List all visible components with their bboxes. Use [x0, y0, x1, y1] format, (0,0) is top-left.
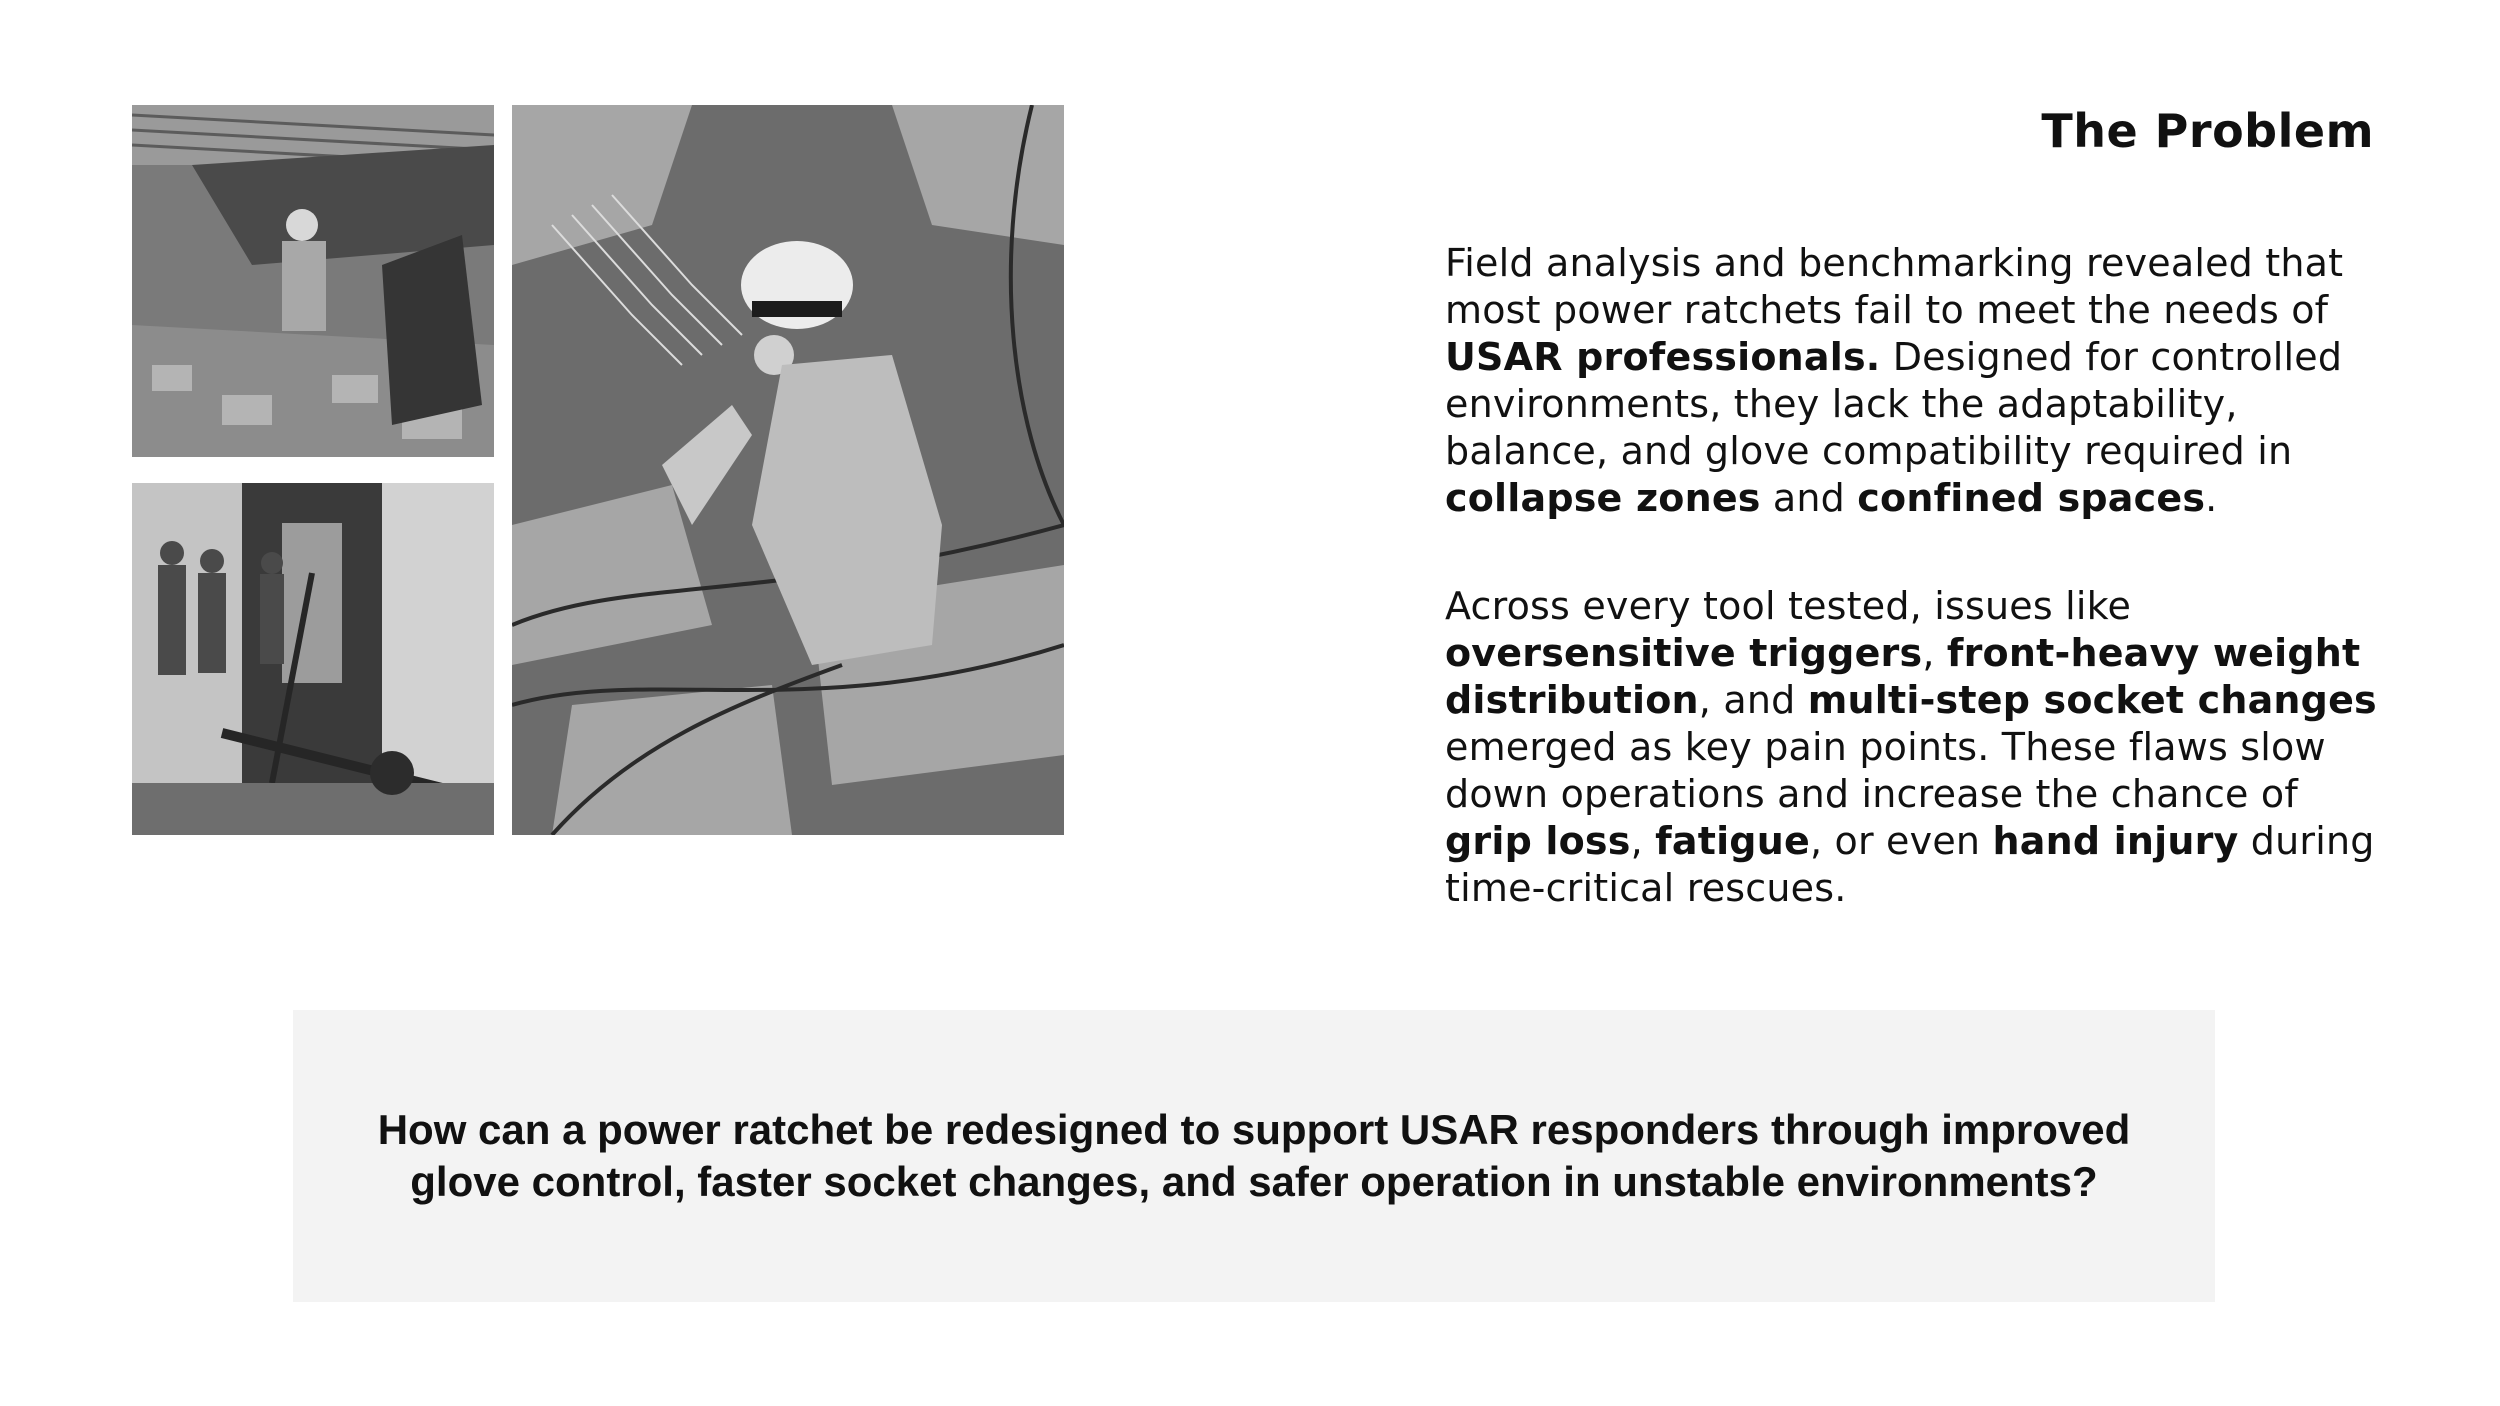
text-segment: down operations and increase the chance of: [1445, 772, 2298, 816]
text-segment: , or even: [1809, 819, 1993, 863]
rescuer-in-collapsed-structure-photo: [132, 105, 494, 457]
text-line: [1445, 381, 2445, 428]
text-line: [1445, 865, 2445, 912]
text-segment-bold: USAR professionals.: [1445, 335, 1881, 379]
text-line: [1445, 287, 2445, 334]
text-segment: during: [2238, 819, 2375, 863]
question-line: How can a power ratchet be redesigned to support USAR responders through improved: [377, 1106, 2131, 1153]
text-segment-bold: collapse zones: [1445, 476, 1761, 520]
text-line: [1445, 818, 2445, 865]
text-segment-bold: grip loss: [1445, 819, 1631, 863]
text-line: [1445, 428, 2445, 475]
text-segment: most power ratchets fail to meet the needs of: [1445, 288, 2329, 332]
text-segment-bold: oversensitive triggers: [1445, 631, 1923, 675]
text-line: [1445, 630, 2445, 677]
text-segment: , and: [1698, 678, 1808, 722]
text-line: [1445, 724, 2445, 771]
text-line: [1445, 240, 2445, 287]
text-segment-bold: distribution: [1445, 678, 1699, 722]
text-line: [1445, 677, 2445, 724]
text-line: [1445, 583, 2445, 630]
text-segment: Field analysis and benchmarking revealed that: [1445, 241, 2344, 285]
text-segment: ,: [1630, 819, 1656, 863]
text-segment: and: [1760, 476, 1858, 520]
design-question: [378, 1104, 2131, 1208]
text-segment-bold: fatigue: [1655, 819, 1810, 863]
text-segment: environments, they lack the adaptability,: [1445, 382, 2238, 426]
text-segment: balance, and glove compatibility required in: [1445, 429, 2293, 473]
text-segment: time-critical rescues.: [1445, 866, 1847, 910]
text-segment-bold: front-heavy weight: [1946, 631, 2361, 675]
text-segment-bold: confined spaces: [1857, 476, 2206, 520]
design-question-box: [293, 1010, 2215, 1302]
pain-points-paragraph: [1445, 583, 2445, 912]
text-segment: Designed for controlled: [1880, 335, 2343, 379]
text-line: [1445, 475, 2445, 522]
rescuer-in-debris-wearing-helmet-photo: [512, 105, 1064, 835]
text-segment-bold: hand injury: [1992, 819, 2239, 863]
text-line: [1445, 334, 2445, 381]
problem-description-paragraph: [1445, 240, 2445, 522]
text-segment: ,: [1922, 631, 1947, 675]
page-title: The Problem: [2041, 104, 2374, 158]
team-in-corridor-with-shoring-photo: [132, 483, 494, 835]
text-segment: .: [2205, 476, 2218, 520]
question-line: glove control, faster socket changes, and safer operation in unstable environments?: [410, 1158, 2098, 1205]
text-segment: Across every tool tested, issues like: [1445, 584, 2132, 628]
text-line: [1445, 771, 2445, 818]
text-segment-bold: multi-step socket changes: [1807, 678, 2377, 722]
text-segment: emerged as key pain points. These flaws slow: [1445, 725, 2326, 769]
